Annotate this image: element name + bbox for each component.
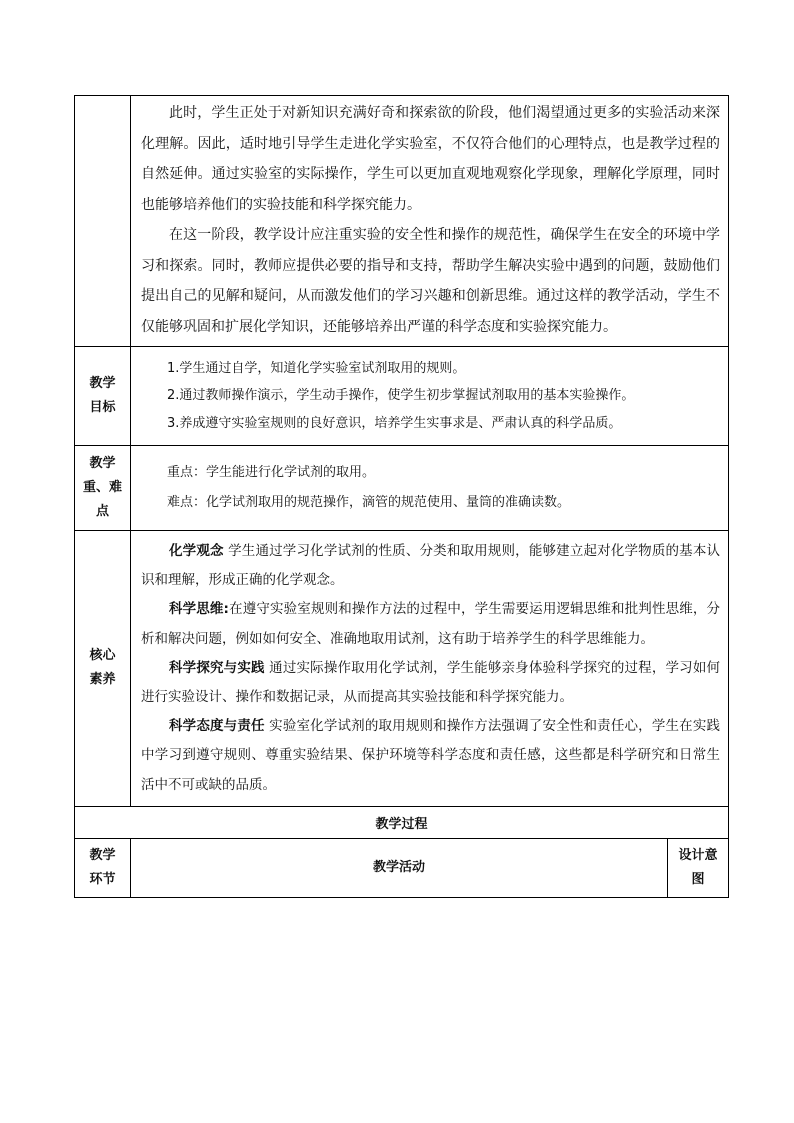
goals-cell: [131, 347, 729, 446]
key-point: 重点：学生能进行化学试剂的取用。: [167, 465, 376, 480]
core-label: [75, 531, 131, 807]
goal-item: 3.养成遵守实验室规则的良好意识，培养学生实事求是、严肃认真的科学品质。: [167, 415, 622, 431]
core-cell: [131, 531, 729, 807]
goal-item: 1.学生通过自学，知道化学实验室试剂取用的规则。: [167, 360, 466, 376]
intro-row: [75, 96, 729, 347]
goals-label: [75, 347, 131, 446]
focus-row: [75, 446, 729, 531]
intro-paragraph: 在这一阶段，教学设计应注重实验的安全性和操作的规范性，确保学生在安全的环境中学习和探索。同时，教师应提供必要的指导和支持，帮助学生解决实验中遇到的问题，鼓励他们提出自己的见解和疑问，从而激发他们的学习兴趣和创新思维。通过这样的教学活动，学生不仅能够巩固和扩展化学知识，还能够培养出严谨的科学态度和实验探究能力。: [141, 227, 720, 335]
intro-label-cell: [75, 96, 131, 347]
header-intent-line: 图: [691, 871, 705, 887]
intro-paragraph: 此时，学生正处于对新知识充满好奇和探索欲的阶段，他们渴望通过更多的实验活动来深化理解。因此，适时地引导学生走进化学实验室，不仅符合他们的心理特点，也是教学过程的自然延伸。通过实验室的实际操作，学生可以更加直观地观察化学现象，理解化学原理，同时也能够培养他们的实验技能和科学探究能力。: [141, 105, 720, 213]
header-intent: [668, 838, 729, 897]
process-header-row: [75, 838, 729, 897]
core-item-text: 在遵守实验室规则和操作方法的过程中，学生需要运用逻辑思维和批判性思维，分析和解决问题，例如如何安全、准确地取用试剂，这有助于培养学生的科学思维能力。: [141, 601, 721, 647]
core-item: [141, 595, 720, 653]
header-stage: [75, 838, 131, 897]
core-item: [141, 712, 720, 800]
focus-label-line: 点: [95, 504, 109, 519]
core-item-title: 科学探究与实践: [169, 659, 265, 676]
core-item: [141, 654, 720, 712]
goals-row: [75, 347, 729, 446]
core-item-text: 通过实际操作取用化学试剂，学生能够亲身体验科学探究的过程，学习如何进行实验设计、操作和数据记录，从而提高其实验技能和科学探究能力。: [141, 659, 721, 706]
goal-item: 2.通过教师操作演示，学生动手操作，使学生初步掌握试剂取用的基本实验操作。: [167, 388, 635, 404]
focus-label-line: 重、难: [82, 480, 122, 495]
core-item-text: 实验室化学试剂的取用规则和操作方法强调了安全性和责任心，学生在实践中学习到遵守规则、尊重实验结果、保护环境等科学态度和责任感，这些都是科学研究和日常生活中不可或缺的品质。: [141, 718, 721, 793]
header-intent-line: 设计意: [678, 847, 718, 863]
core-item-title: 科学思维:: [169, 601, 229, 618]
focus-cell: [131, 446, 729, 531]
header-activity: 教学活动: [131, 838, 668, 897]
intro-cell: [131, 96, 729, 347]
core-item: [141, 537, 720, 595]
header-stage-line: 教学: [89, 847, 116, 863]
goals-label-line: 目标: [89, 400, 116, 415]
focus-label: [75, 446, 131, 531]
process-title: 教学过程: [75, 806, 729, 838]
core-item-title: 化学观念: [169, 543, 224, 559]
difficult-point: 难点：化学试剂取用的规范操作，滴管的规范使用、量筒的准确读数。: [167, 495, 571, 510]
core-label-line: 核心: [89, 648, 116, 664]
lesson-plan-table: [74, 95, 729, 898]
goals-label-line: 教学: [89, 376, 116, 391]
core-item-text: 学生通过学习化学试剂的性质、分类和取用规则，能够建立起对化学物质的基本认识和理解，形成正确的化学观念。: [141, 543, 721, 589]
process-title-row: [75, 806, 729, 838]
focus-label-line: 教学: [89, 456, 116, 471]
core-item-title: 科学态度与责任: [169, 718, 265, 735]
core-label-line: 素养: [89, 672, 116, 688]
core-row: [75, 531, 729, 807]
header-stage-line: 环节: [89, 871, 116, 887]
